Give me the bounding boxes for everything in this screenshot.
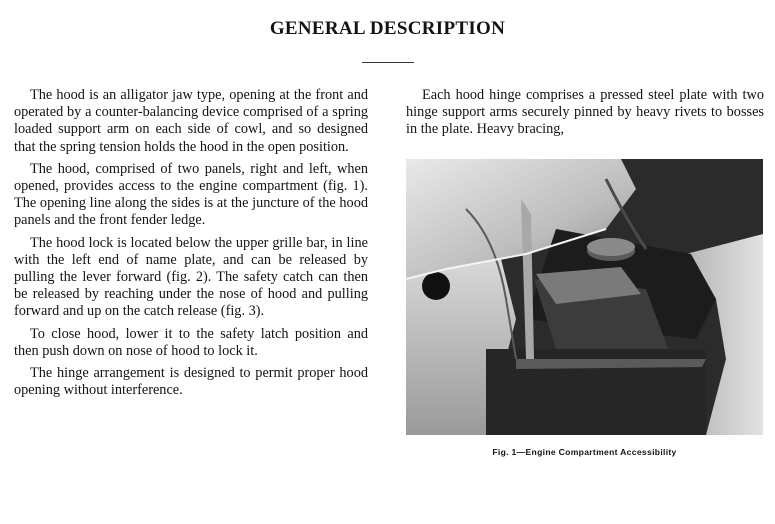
paragraph-close-hood: To close hood, lower it to the safety latch position and then push down on nose of hood to lock it. [14,325,368,359]
paragraph-hood-lock: The hood lock is located below the upper grille bar, in line with the left end of name plate, and can be released by pulling the lever forward (fig. 2). The safety catch can then be released by reaching under the nose of hood and pulling forward and up on the catch release (fig. 3). [14,234,368,320]
paragraph-hinge-arrangement: The hinge arrangement is designed to permit proper hood opening without interference. [14,365,368,399]
left-column [14,87,368,404]
right-column [406,87,764,139]
engine-compartment-illustration [406,159,763,435]
paragraph-hood-type: The hood is an alligator jaw type, opening at the front and operated by a counter-balancing device comprised of a spring loaded support arm on each side of cowl, and so designed that the spring tension holds the hood in the open position. [14,87,368,155]
paragraph-hood-hinge: Each hood hinge comprises a pressed steel plate with two hinge support arms securely pinned by heavy rivets to bosses in the plate. Heavy bracing, [406,87,764,138]
firewall-opening [422,272,450,300]
figure-caption: Fig. 1—Engine Compartment Accessibility [492,447,677,457]
page-title: GENERAL DESCRIPTION [269,18,506,39]
paragraph-hood-panels: The hood, comprised of two panels, right and left, when opened, provides access to the engine compartment (fig. 1). The opening line along the sides is at the juncture of the hood panels and the front fender ledge. [14,160,368,229]
air-cleaner-top [587,238,635,256]
title-rule [362,62,414,63]
engine-compartment-photo [406,159,763,435]
